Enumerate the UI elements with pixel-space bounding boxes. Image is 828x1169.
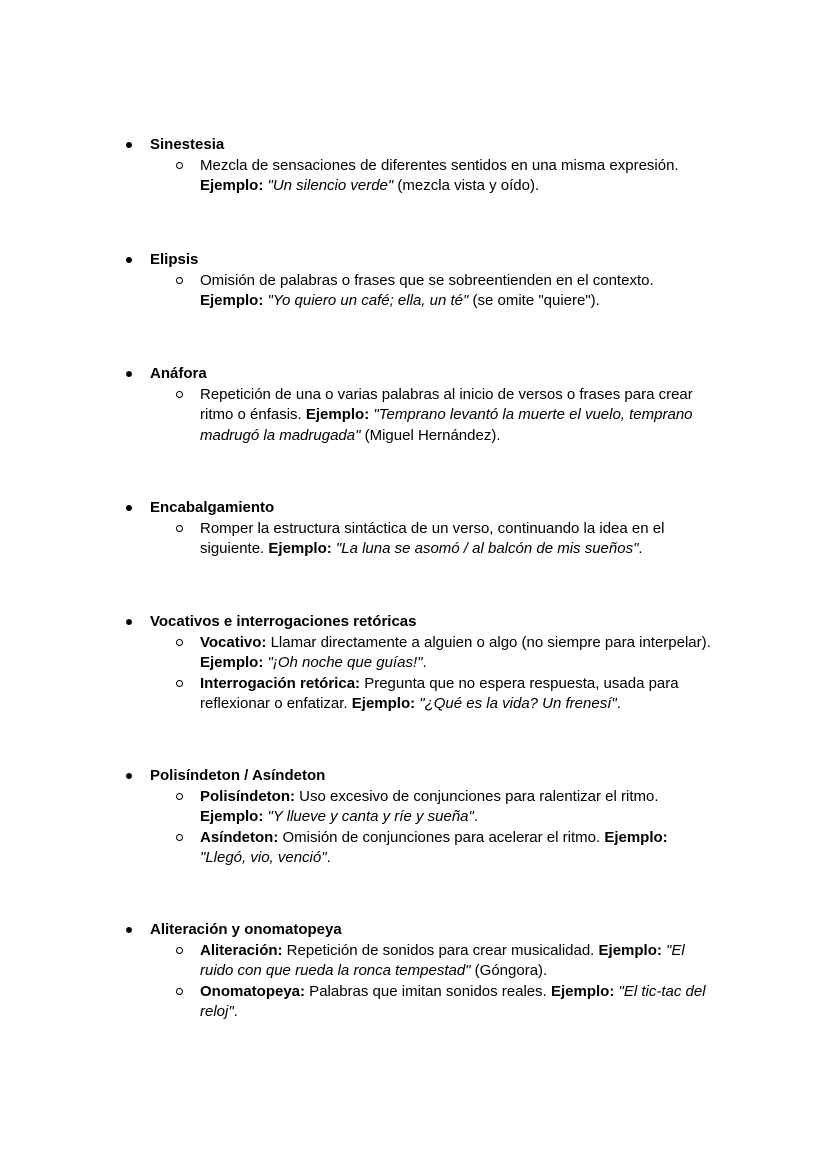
bold-run: Ejemplo: — [200, 808, 268, 825]
italic-run: "Yo quiero un café; ella, un té" — [267, 292, 469, 309]
text-run: . — [473, 808, 479, 825]
hollow-bullet-icon — [176, 391, 183, 398]
bold-run: Ejemplo: — [200, 177, 268, 194]
text-run: Repetición de sonidos para crear musicalidad. — [282, 941, 599, 959]
bold-run: Ejemplo: — [268, 540, 336, 557]
text-run: . — [233, 1003, 238, 1020]
italic-run: "Y llueve y canta y ríe y sueña" — [267, 808, 474, 825]
text-run: Romper la estructura sintáctica de un verso, continuando la idea en el — [200, 519, 665, 537]
text-line — [200, 1002, 238, 1022]
italic-run: "La luna se asomó / al balcón de mis sueños" — [335, 540, 639, 557]
hollow-bullet-icon — [176, 947, 183, 954]
text-line — [200, 787, 659, 807]
hollow-bullet-icon — [176, 639, 183, 646]
text-line — [200, 807, 478, 827]
text-run: Omisión de palabras o frases que se sobreentienden en el contexto. — [200, 271, 654, 289]
term-title: Elipsis — [150, 251, 199, 268]
italic-run: "¿Qué es la vida? Un frenesí" — [419, 695, 617, 712]
term-title: Sinestesia — [150, 136, 225, 153]
text-line — [200, 828, 668, 848]
text-run: (mezcla vista y oído). — [393, 177, 540, 194]
text-line — [200, 982, 706, 1002]
bullet-icon — [126, 371, 132, 377]
bold-run: Onomatopeya: — [200, 982, 306, 1000]
bold-run: Vocativo: — [200, 633, 267, 651]
text-run: Repetición de una o varias palabras al inicio de versos o frases para crear — [200, 385, 693, 403]
term-title: Aliteración y onomatopeya — [150, 921, 342, 938]
text-line — [200, 519, 664, 539]
text-line — [200, 156, 679, 176]
text-run: Uso excesivo de conjunciones para ralentizar el ritmo. — [295, 787, 659, 805]
text-line — [200, 176, 539, 196]
text-run: . — [326, 849, 331, 866]
text-run: (se omite "quiere"). — [468, 292, 600, 309]
italic-run: "Llegó, vio, venció" — [200, 849, 327, 866]
italic-run: madrugó la madrugada" — [200, 426, 361, 444]
text-line — [200, 271, 654, 291]
hollow-bullet-icon — [176, 277, 183, 284]
bold-run: Ejemplo: — [551, 982, 619, 1000]
text-run: Mezcla de sensaciones de diferentes sentidos en una misma expresión. — [200, 156, 679, 174]
term-title: Encabalgamiento — [150, 499, 275, 516]
hollow-bullet-icon — [176, 834, 183, 841]
bold-run: Ejemplo: — [200, 654, 268, 671]
text-run: reflexionar o enfatizar. — [200, 695, 352, 712]
bullet-icon — [126, 773, 132, 779]
term-title: Vocativos e interrogaciones retóricas — [150, 613, 417, 630]
bold-run: Ejemplo: — [351, 695, 420, 712]
text-line — [200, 694, 621, 714]
italic-run: "El — [666, 941, 685, 959]
hollow-bullet-icon — [176, 988, 183, 995]
text-line — [200, 385, 693, 405]
text-run: (Góngora). — [470, 962, 548, 979]
text-line — [200, 539, 643, 559]
hollow-bullet-icon — [176, 525, 183, 532]
text-run: . — [638, 540, 643, 557]
bullet-icon — [126, 927, 132, 933]
italic-run: "¡Oh noche que guías!" — [267, 654, 423, 671]
text-line — [200, 633, 711, 653]
text-line — [200, 961, 547, 981]
text-run: siguiente. — [200, 540, 269, 557]
bold-run: Ejemplo: — [598, 941, 667, 959]
bold-run: Ejemplo: — [200, 292, 268, 309]
hollow-bullet-icon — [176, 793, 183, 800]
text-line — [200, 291, 600, 311]
term-title: Anáfora — [150, 365, 207, 382]
bold-run: Polisíndeton: — [200, 787, 295, 805]
text-run: . — [616, 695, 621, 712]
text-line — [200, 674, 679, 694]
text-run: (Miguel Hernández). — [360, 426, 501, 444]
text-run: ritmo o énfasis. — [200, 406, 306, 423]
term-title: Polisíndeton / Asíndeton — [150, 767, 326, 784]
text-run: Pregunta que no espera respuesta, usada para — [360, 674, 679, 692]
bullet-icon — [126, 505, 132, 511]
text-line — [200, 653, 427, 673]
italic-run: reloj" — [200, 1003, 234, 1020]
bullet-icon — [126, 142, 132, 148]
text-line — [200, 405, 693, 425]
italic-run: "Temprano levantó la muerte el vuelo, temprano — [373, 406, 693, 423]
bold-run: Interrogación retórica: — [200, 674, 361, 692]
italic-run: "El tic-tac del — [618, 982, 706, 1000]
text-line — [200, 848, 331, 868]
bold-run: Aliteración: — [200, 941, 283, 959]
bullet-icon — [126, 619, 132, 625]
italic-run: ruido con que rueda la ronca tempestad" — [200, 962, 471, 979]
text-run: . — [422, 654, 427, 671]
bullet-icon — [126, 257, 132, 263]
bold-run: Ejemplo: — [305, 406, 374, 423]
text-run: Palabras que imitan sonidos reales. — [305, 982, 551, 1000]
text-run: Llamar directamente a alguien o algo (no siempre para interpelar). — [266, 633, 711, 651]
italic-run: "Un silencio verde" — [267, 177, 394, 194]
hollow-bullet-icon — [176, 680, 183, 687]
bold-run: Ejemplo: — [604, 828, 668, 846]
bold-run: Asíndeton: — [200, 828, 279, 846]
hollow-bullet-icon — [176, 162, 183, 169]
text-line — [200, 941, 685, 961]
text-line — [200, 426, 501, 446]
text-run: Omisión de conjunciones para acelerar el ritmo. — [278, 828, 605, 846]
